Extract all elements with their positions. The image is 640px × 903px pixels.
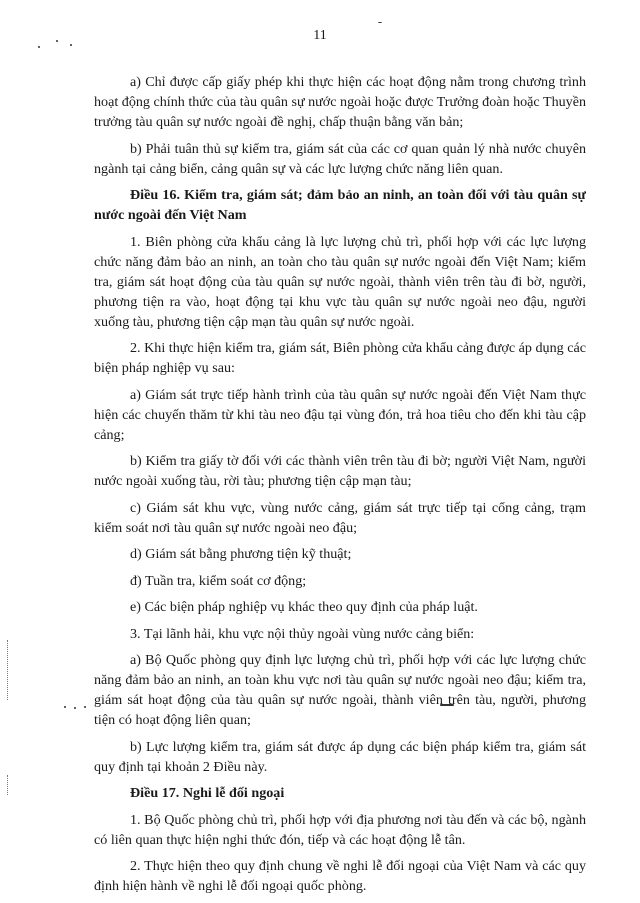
art16-item-2a: a) Giám sát trực tiếp hành trình của tàu quân sự nước ngoài đến Việt Nam thực hiện các chuyến thăm từ khi tàu neo đậu tại vùng đón, trả hoa tiêu cho đến khi tàu cập cảng; [94, 386, 586, 443]
art16-item-2e: e) Các biện pháp nghiệp vụ khác theo quy định của pháp luật. [130, 599, 478, 615]
clause-a-permit: a) Chỉ được cấp giấy phép khi thực hiện các hoạt động nằm trong chương trình hoạt động chính thức của tàu quân sự nước ngoài hoặc được Trưởng đoàn hoặc Thuyền trưởng tàu quân sự nước ngoài đề nghị, chấp thuận bằng văn bản; [94, 74, 587, 130]
scan-speck [70, 44, 72, 46]
scan-margin-dots [7, 640, 9, 700]
article-16-heading: Điều 16. Kiểm tra, giám sát; đảm bảo an ninh, an toàn đối với tàu quân sự nước ngoài đến Việt Nam [94, 187, 586, 223]
scan-speck [74, 707, 76, 709]
document-body [94, 72, 586, 903]
scan-speck [38, 46, 40, 48]
page-number: 11 [313, 28, 327, 43]
clause-b-compliance: b) Phải tuân thủ sự kiểm tra, giám sát của các cơ quan quản lý nhà nước chuyên ngành tại cảng biển, cảng quân sự và các lực lượng chức năng liên quan. [94, 140, 586, 177]
art16-item-1: 1. Biên phòng cửa khẩu cảng là lực lượng chủ trì, phối hợp với các lực lượng chức năng đảm bảo an ninh, an toàn cho tàu quân sự nước ngoài đến Việt Nam; kiểm tra, giám sát hoạt động của tàu quân sự nước ngoài, thành viên trên tàu đi bờ, người, phương tiện ra vào, hoạt động tại khu vực tàu quân sự nước ngoài neo đậu, người xuống tàu, phương tiện cập mạn tàu quân sự nước ngoài. [94, 233, 586, 330]
art16-item-3b: b) Lực lượng kiểm tra, giám sát được áp dụng các biện pháp kiểm tra, giám sát quy định tại khoản 2 Điều này. [94, 738, 586, 775]
scan-speck [56, 40, 58, 42]
art16-item-2: 2. Khi thực hiện kiểm tra, giám sát, Biên phòng cửa khẩu cảng được áp dụng các biện pháp nghiệp vụ sau: [94, 340, 586, 376]
art16-item-2dd: đ) Tuần tra, kiểm soát cơ động; [130, 572, 307, 589]
art17-item-1: 1. Bộ Quốc phòng chủ trì, phối hợp với địa phương nơi tàu đến và các bộ, ngành có liên quan thực hiện nghi thức đón, tiếp và các hoạt động lễ tân. [94, 811, 586, 848]
scan-margin-dots [7, 775, 9, 795]
article-17-heading: Điều 17. Nghi lễ đối ngoại [130, 785, 285, 801]
art17-item-2: 2. Thực hiện theo quy định chung về nghi lễ đối ngoại của Việt Nam và các quy định hiện hành về nghi lễ đối ngoại quốc phòng. [94, 858, 586, 894]
scan-speck [84, 706, 86, 708]
art16-item-2d: d) Giám sát bằng phương tiện kỹ thuật; [130, 546, 352, 562]
art16-item-2b: b) Kiểm tra giấy tờ đối với các thành viên trên tàu đi bờ; người Việt Nam, người nước ngoài xuống tàu, rời tàu; phương tiện cập mạn tàu; [94, 453, 586, 489]
scan-speck [64, 706, 66, 708]
art16-item-3: 3. Tại lãnh hải, khu vực nội thủy ngoài vùng nước cảng biển: [130, 625, 475, 642]
art16-item-3a: a) Bộ Quốc phòng quy định lực lượng chủ trì, phối hợp với các lực lượng chức năng đảm bảo an ninh, an toàn khu vực nơi tàu quân sự nước ngoài neo đậu; kiểm tra, giám sát hoạt động của tàu quân sự nước ngoài, thành viên trên tàu, người, phương tiện có hoạt động liên quan; [94, 652, 586, 728]
scan-speck [378, 22, 382, 23]
art16-item-2c: c) Giám sát khu vực, vùng nước cảng, giám sát trực tiếp tại cổng cảng, trạm kiểm soát nơi tàu quân sự nước ngoài neo đậu; [94, 499, 586, 536]
